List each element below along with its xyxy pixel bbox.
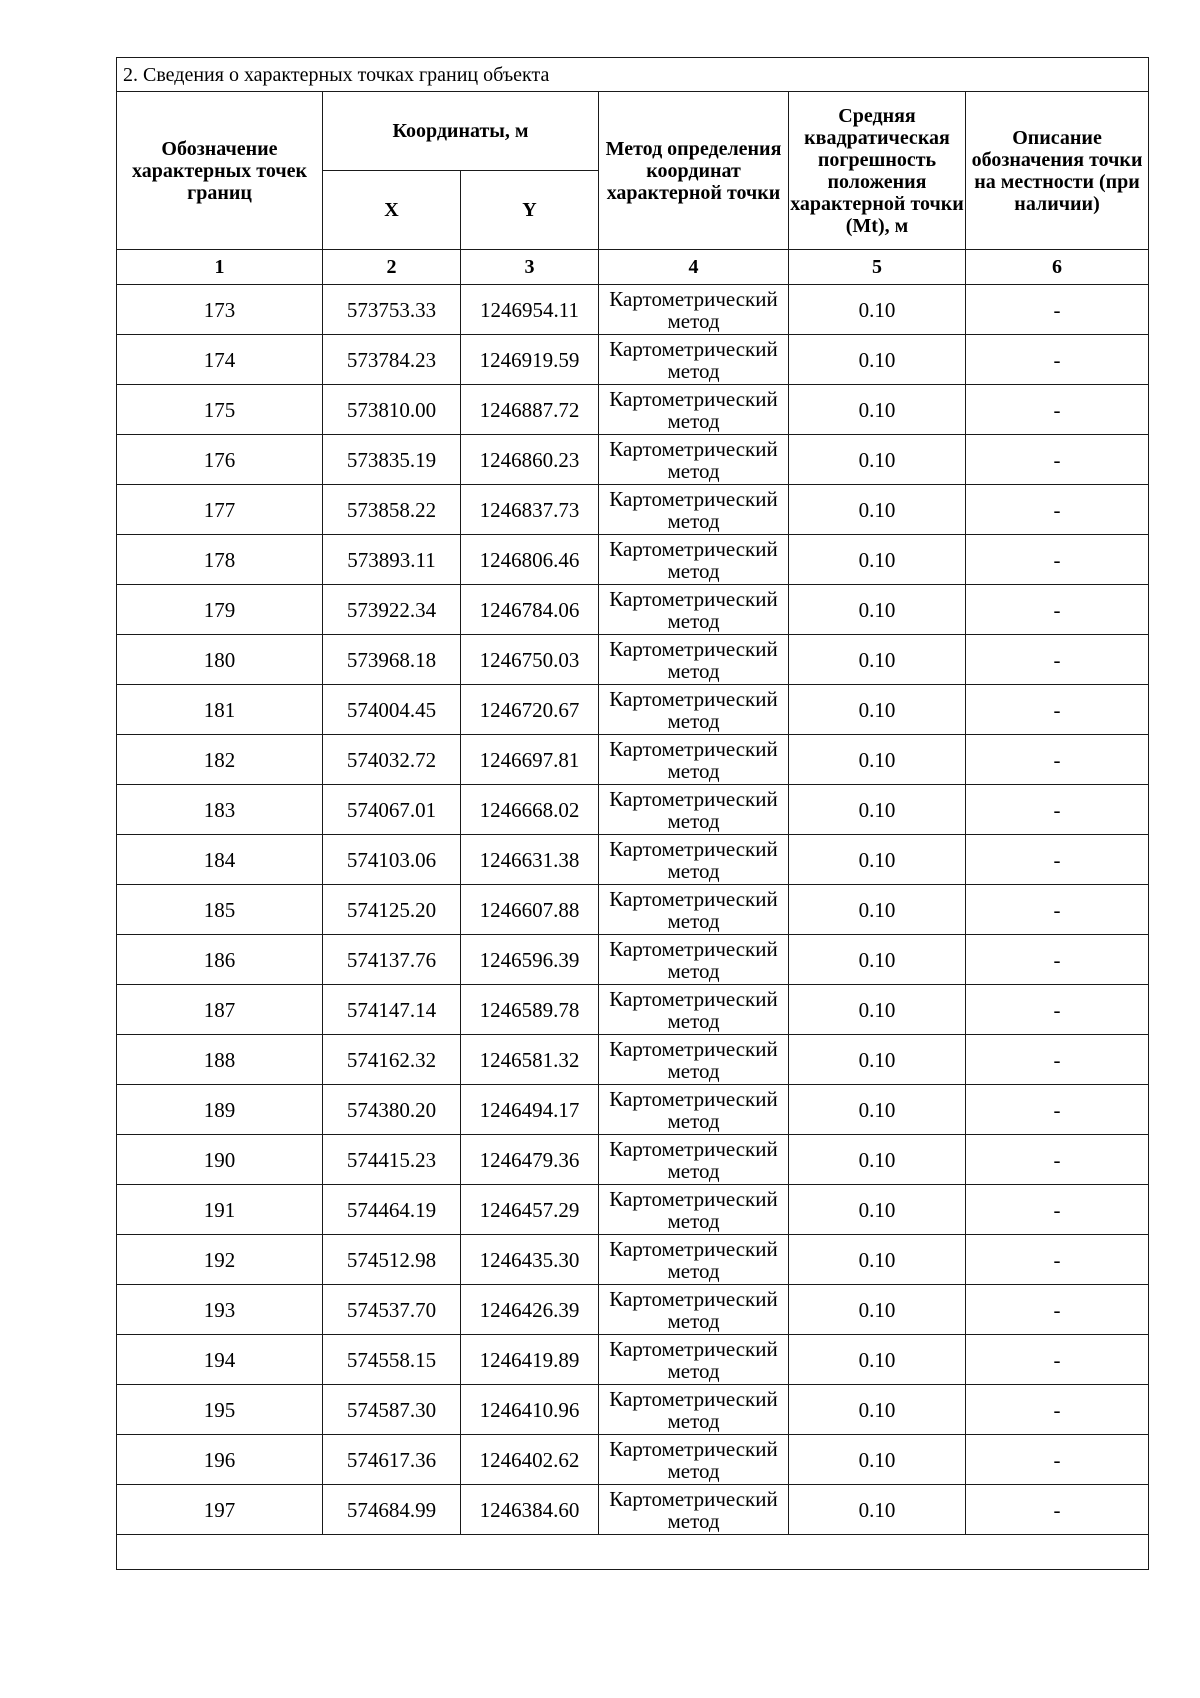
header-description: Описание обозначения точки на местности (при наличии) bbox=[966, 92, 1149, 250]
description-cell: - bbox=[966, 1285, 1149, 1335]
point-number-cell: 180 bbox=[117, 635, 323, 685]
y-coordinate-cell: 1246954.11 bbox=[461, 285, 599, 335]
x-coordinate-cell: 573858.22 bbox=[323, 485, 461, 535]
accuracy-cell: 0.10 bbox=[789, 385, 966, 435]
accuracy-cell: 0.10 bbox=[789, 1085, 966, 1135]
table-row bbox=[117, 1435, 1149, 1485]
method-cell: Картометрический метод bbox=[599, 1335, 789, 1385]
table-row bbox=[117, 285, 1149, 335]
description-cell: - bbox=[966, 535, 1149, 585]
y-coordinate-cell: 1246419.89 bbox=[461, 1335, 599, 1385]
table-row bbox=[117, 985, 1149, 1035]
header-row-1 bbox=[117, 92, 1149, 171]
table-row bbox=[117, 1085, 1149, 1135]
description-cell: - bbox=[966, 935, 1149, 985]
table-row bbox=[117, 1385, 1149, 1435]
header-method: Метод определения координат характерной точки bbox=[599, 92, 789, 250]
method-cell: Картометрический метод bbox=[599, 1485, 789, 1535]
header-coordinates: Координаты, м bbox=[323, 92, 599, 171]
table-row bbox=[117, 1335, 1149, 1385]
point-number-cell: 188 bbox=[117, 1035, 323, 1085]
accuracy-cell: 0.10 bbox=[789, 1035, 966, 1085]
x-coordinate-cell: 574558.15 bbox=[323, 1335, 461, 1385]
empty-footer-row bbox=[117, 1535, 1149, 1570]
description-cell: - bbox=[966, 1185, 1149, 1235]
y-coordinate-cell: 1246631.38 bbox=[461, 835, 599, 885]
x-coordinate-cell: 574125.20 bbox=[323, 885, 461, 935]
method-cell: Картометрический метод bbox=[599, 635, 789, 685]
method-cell: Картометрический метод bbox=[599, 485, 789, 535]
point-number-cell: 177 bbox=[117, 485, 323, 535]
y-coordinate-cell: 1246837.73 bbox=[461, 485, 599, 535]
accuracy-cell: 0.10 bbox=[789, 1385, 966, 1435]
method-cell: Картометрический метод bbox=[599, 885, 789, 935]
y-coordinate-cell: 1246596.39 bbox=[461, 935, 599, 985]
accuracy-cell: 0.10 bbox=[789, 785, 966, 835]
description-cell: - bbox=[966, 385, 1149, 435]
x-coordinate-cell: 574537.70 bbox=[323, 1285, 461, 1335]
table-row bbox=[117, 435, 1149, 485]
table-row bbox=[117, 1135, 1149, 1185]
method-cell: Картометрический метод bbox=[599, 685, 789, 735]
table-row bbox=[117, 1485, 1149, 1535]
header-point-designation: Обозначение характерных точек границ bbox=[117, 92, 323, 250]
point-number-cell: 189 bbox=[117, 1085, 323, 1135]
empty-footer-cell bbox=[117, 1535, 1149, 1570]
x-coordinate-cell: 574617.36 bbox=[323, 1435, 461, 1485]
table-row bbox=[117, 685, 1149, 735]
y-coordinate-cell: 1246860.23 bbox=[461, 435, 599, 485]
x-coordinate-cell: 573810.00 bbox=[323, 385, 461, 435]
accuracy-cell: 0.10 bbox=[789, 1235, 966, 1285]
description-cell: - bbox=[966, 635, 1149, 685]
boundary-points-table bbox=[116, 57, 1149, 1570]
point-number-cell: 174 bbox=[117, 335, 323, 385]
table-row bbox=[117, 485, 1149, 535]
y-coordinate-cell: 1246720.67 bbox=[461, 685, 599, 735]
y-coordinate-cell: 1246697.81 bbox=[461, 735, 599, 785]
table-row bbox=[117, 935, 1149, 985]
description-cell: - bbox=[966, 285, 1149, 335]
description-cell: - bbox=[966, 1035, 1149, 1085]
y-coordinate-cell: 1246402.62 bbox=[461, 1435, 599, 1485]
column-number: 1 bbox=[117, 250, 323, 285]
table-row bbox=[117, 335, 1149, 385]
y-coordinate-cell: 1246589.78 bbox=[461, 985, 599, 1035]
table-row bbox=[117, 835, 1149, 885]
x-coordinate-cell: 573753.33 bbox=[323, 285, 461, 335]
y-coordinate-cell: 1246919.59 bbox=[461, 335, 599, 385]
y-coordinate-cell: 1246479.36 bbox=[461, 1135, 599, 1185]
method-cell: Картометрический метод bbox=[599, 385, 789, 435]
header-accuracy: Средняя квадратическая погрешность положения характерной точки (Mt), м bbox=[789, 92, 966, 250]
table-row bbox=[117, 1185, 1149, 1235]
table-row bbox=[117, 735, 1149, 785]
x-coordinate-cell: 574137.76 bbox=[323, 935, 461, 985]
x-coordinate-cell: 574067.01 bbox=[323, 785, 461, 835]
accuracy-cell: 0.10 bbox=[789, 1335, 966, 1385]
header-x: X bbox=[323, 171, 461, 250]
header-y: Y bbox=[461, 171, 599, 250]
accuracy-cell: 0.10 bbox=[789, 1185, 966, 1235]
description-cell: - bbox=[966, 585, 1149, 635]
point-number-cell: 186 bbox=[117, 935, 323, 985]
point-number-cell: 190 bbox=[117, 1135, 323, 1185]
description-cell: - bbox=[966, 785, 1149, 835]
point-number-cell: 195 bbox=[117, 1385, 323, 1435]
method-cell: Картометрический метод bbox=[599, 1235, 789, 1285]
description-cell: - bbox=[966, 335, 1149, 385]
y-coordinate-cell: 1246607.88 bbox=[461, 885, 599, 935]
point-number-cell: 176 bbox=[117, 435, 323, 485]
method-cell: Картометрический метод bbox=[599, 1435, 789, 1485]
accuracy-cell: 0.10 bbox=[789, 585, 966, 635]
description-cell: - bbox=[966, 1485, 1149, 1535]
y-coordinate-cell: 1246581.32 bbox=[461, 1035, 599, 1085]
method-cell: Картометрический метод bbox=[599, 935, 789, 985]
y-coordinate-cell: 1246457.29 bbox=[461, 1185, 599, 1235]
point-number-cell: 196 bbox=[117, 1435, 323, 1485]
accuracy-cell: 0.10 bbox=[789, 885, 966, 935]
table-row bbox=[117, 1285, 1149, 1335]
y-coordinate-cell: 1246784.06 bbox=[461, 585, 599, 635]
point-number-cell: 173 bbox=[117, 285, 323, 335]
method-cell: Картометрический метод bbox=[599, 1385, 789, 1435]
method-cell: Картометрический метод bbox=[599, 585, 789, 635]
method-cell: Картометрический метод bbox=[599, 835, 789, 885]
description-cell: - bbox=[966, 885, 1149, 935]
point-number-cell: 184 bbox=[117, 835, 323, 885]
table-row bbox=[117, 635, 1149, 685]
y-coordinate-cell: 1246887.72 bbox=[461, 385, 599, 435]
column-number: 5 bbox=[789, 250, 966, 285]
x-coordinate-cell: 573893.11 bbox=[323, 535, 461, 585]
accuracy-cell: 0.10 bbox=[789, 335, 966, 385]
x-coordinate-cell: 573968.18 bbox=[323, 635, 461, 685]
x-coordinate-cell: 574032.72 bbox=[323, 735, 461, 785]
description-cell: - bbox=[966, 835, 1149, 885]
description-cell: - bbox=[966, 735, 1149, 785]
table-row bbox=[117, 1235, 1149, 1285]
section-title-row bbox=[117, 58, 1149, 92]
x-coordinate-cell: 574512.98 bbox=[323, 1235, 461, 1285]
y-coordinate-cell: 1246750.03 bbox=[461, 635, 599, 685]
method-cell: Картометрический метод bbox=[599, 735, 789, 785]
method-cell: Картометрический метод bbox=[599, 335, 789, 385]
description-cell: - bbox=[966, 985, 1149, 1035]
x-coordinate-cell: 574004.45 bbox=[323, 685, 461, 735]
accuracy-cell: 0.10 bbox=[789, 535, 966, 585]
method-cell: Картометрический метод bbox=[599, 1135, 789, 1185]
accuracy-cell: 0.10 bbox=[789, 435, 966, 485]
accuracy-cell: 0.10 bbox=[789, 735, 966, 785]
x-coordinate-cell: 573784.23 bbox=[323, 335, 461, 385]
table-row bbox=[117, 1035, 1149, 1085]
table-row bbox=[117, 385, 1149, 435]
x-coordinate-cell: 574147.14 bbox=[323, 985, 461, 1035]
point-number-cell: 194 bbox=[117, 1335, 323, 1385]
accuracy-cell: 0.10 bbox=[789, 1285, 966, 1335]
point-number-cell: 178 bbox=[117, 535, 323, 585]
table-row bbox=[117, 785, 1149, 835]
accuracy-cell: 0.10 bbox=[789, 935, 966, 985]
accuracy-cell: 0.10 bbox=[789, 685, 966, 735]
point-number-cell: 175 bbox=[117, 385, 323, 435]
description-cell: - bbox=[966, 685, 1149, 735]
x-coordinate-cell: 574464.19 bbox=[323, 1185, 461, 1235]
x-coordinate-cell: 574103.06 bbox=[323, 835, 461, 885]
description-cell: - bbox=[966, 1085, 1149, 1135]
method-cell: Картометрический метод bbox=[599, 785, 789, 835]
y-coordinate-cell: 1246668.02 bbox=[461, 785, 599, 835]
method-cell: Картометрический метод bbox=[599, 1185, 789, 1235]
x-coordinate-cell: 574162.32 bbox=[323, 1035, 461, 1085]
column-number: 4 bbox=[599, 250, 789, 285]
x-coordinate-cell: 574415.23 bbox=[323, 1135, 461, 1185]
column-numbers-row bbox=[117, 250, 1149, 285]
point-number-cell: 181 bbox=[117, 685, 323, 735]
accuracy-cell: 0.10 bbox=[789, 1135, 966, 1185]
accuracy-cell: 0.10 bbox=[789, 635, 966, 685]
table-row bbox=[117, 535, 1149, 585]
method-cell: Картометрический метод bbox=[599, 435, 789, 485]
y-coordinate-cell: 1246410.96 bbox=[461, 1385, 599, 1435]
accuracy-cell: 0.10 bbox=[789, 985, 966, 1035]
description-cell: - bbox=[966, 1235, 1149, 1285]
description-cell: - bbox=[966, 1135, 1149, 1185]
description-cell: - bbox=[966, 435, 1149, 485]
x-coordinate-cell: 573835.19 bbox=[323, 435, 461, 485]
point-number-cell: 187 bbox=[117, 985, 323, 1035]
y-coordinate-cell: 1246384.60 bbox=[461, 1485, 599, 1535]
point-number-cell: 191 bbox=[117, 1185, 323, 1235]
x-coordinate-cell: 573922.34 bbox=[323, 585, 461, 635]
accuracy-cell: 0.10 bbox=[789, 285, 966, 335]
point-number-cell: 182 bbox=[117, 735, 323, 785]
description-cell: - bbox=[966, 1335, 1149, 1385]
point-number-cell: 183 bbox=[117, 785, 323, 835]
method-cell: Картометрический метод bbox=[599, 1035, 789, 1085]
column-number: 2 bbox=[323, 250, 461, 285]
x-coordinate-cell: 574587.30 bbox=[323, 1385, 461, 1435]
method-cell: Картометрический метод bbox=[599, 1085, 789, 1135]
accuracy-cell: 0.10 bbox=[789, 835, 966, 885]
point-number-cell: 197 bbox=[117, 1485, 323, 1535]
method-cell: Картометрический метод bbox=[599, 535, 789, 585]
y-coordinate-cell: 1246806.46 bbox=[461, 535, 599, 585]
point-number-cell: 193 bbox=[117, 1285, 323, 1335]
y-coordinate-cell: 1246435.30 bbox=[461, 1235, 599, 1285]
table-row bbox=[117, 885, 1149, 935]
section-title: 2. Сведения о характерных точках границ объекта bbox=[117, 58, 1149, 92]
accuracy-cell: 0.10 bbox=[789, 1435, 966, 1485]
method-cell: Картометрический метод bbox=[599, 1285, 789, 1335]
accuracy-cell: 0.10 bbox=[789, 1485, 966, 1535]
table-row bbox=[117, 585, 1149, 635]
description-cell: - bbox=[966, 485, 1149, 535]
method-cell: Картометрический метод bbox=[599, 285, 789, 335]
y-coordinate-cell: 1246494.17 bbox=[461, 1085, 599, 1135]
description-cell: - bbox=[966, 1385, 1149, 1435]
column-number: 6 bbox=[966, 250, 1149, 285]
accuracy-cell: 0.10 bbox=[789, 485, 966, 535]
x-coordinate-cell: 574684.99 bbox=[323, 1485, 461, 1535]
x-coordinate-cell: 574380.20 bbox=[323, 1085, 461, 1135]
point-number-cell: 192 bbox=[117, 1235, 323, 1285]
column-number: 3 bbox=[461, 250, 599, 285]
point-number-cell: 179 bbox=[117, 585, 323, 635]
point-number-cell: 185 bbox=[117, 885, 323, 935]
y-coordinate-cell: 1246426.39 bbox=[461, 1285, 599, 1335]
method-cell: Картометрический метод bbox=[599, 985, 789, 1035]
description-cell: - bbox=[966, 1435, 1149, 1485]
